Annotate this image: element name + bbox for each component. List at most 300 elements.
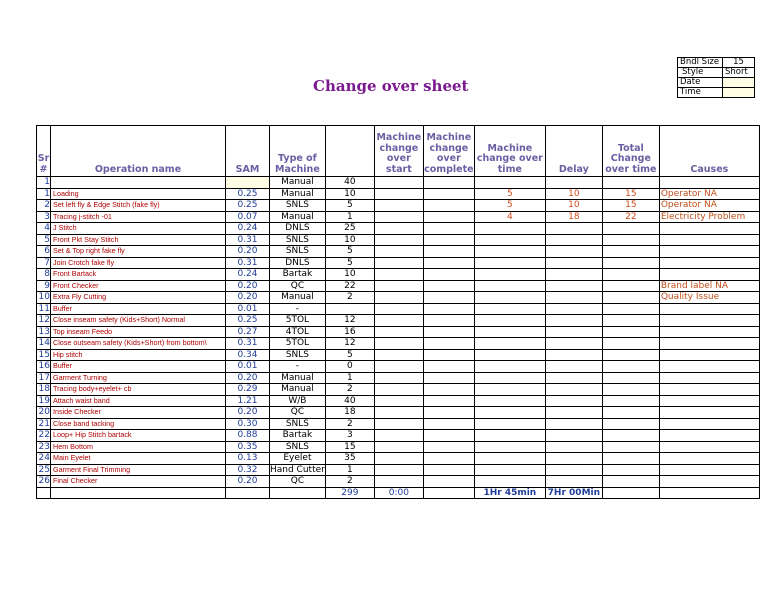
row-delay[interactable]: [545, 476, 602, 488]
row-complete[interactable]: [423, 384, 474, 396]
row-sam[interactable]: 0.25: [226, 200, 270, 212]
row-complete[interactable]: [423, 257, 474, 269]
row-delay[interactable]: [545, 464, 602, 476]
row-operation[interactable]: Main Eyelet: [51, 453, 226, 465]
row-time[interactable]: [474, 349, 545, 361]
row-time[interactable]: [474, 326, 545, 338]
row-sam[interactable]: 0.25: [226, 188, 270, 200]
row-start[interactable]: [374, 464, 423, 476]
row-start[interactable]: [374, 338, 423, 350]
row-operation[interactable]: Close outseam safety (Kids+Short) from bottom\: [51, 338, 226, 350]
row-total[interactable]: [602, 407, 659, 419]
row-cause[interactable]: [659, 453, 759, 465]
row-start[interactable]: [374, 441, 423, 453]
row-operation[interactable]: Close inseam safety (Kids+Short) Normal: [51, 315, 226, 327]
row-sr[interactable]: 5: [37, 234, 51, 246]
row-cause[interactable]: [659, 384, 759, 396]
row-operation[interactable]: Front Checker: [51, 280, 226, 292]
row-complete[interactable]: [423, 280, 474, 292]
row-start[interactable]: [374, 292, 423, 304]
row-count[interactable]: 15: [325, 441, 374, 453]
row-complete[interactable]: [423, 200, 474, 212]
row-sam[interactable]: 0.31: [226, 257, 270, 269]
row-complete[interactable]: [423, 234, 474, 246]
row-time[interactable]: [474, 223, 545, 235]
row-time[interactable]: 4: [474, 211, 545, 223]
row-complete[interactable]: [423, 464, 474, 476]
row-total[interactable]: [602, 303, 659, 315]
row-total[interactable]: [602, 384, 659, 396]
row-start[interactable]: [374, 257, 423, 269]
row-sam[interactable]: 0.20: [226, 407, 270, 419]
row-cause[interactable]: [659, 315, 759, 327]
row-delay[interactable]: 10: [545, 188, 602, 200]
row-count[interactable]: 35: [325, 453, 374, 465]
row-cause[interactable]: [659, 234, 759, 246]
row-delay[interactable]: [545, 384, 602, 396]
row-sr[interactable]: 17: [37, 372, 51, 384]
row-count[interactable]: 5: [325, 200, 374, 212]
row-sam[interactable]: 0.24: [226, 269, 270, 281]
row-count[interactable]: [325, 303, 374, 315]
row-time[interactable]: [474, 395, 545, 407]
row-count[interactable]: 2: [325, 292, 374, 304]
row-operation[interactable]: Final Checker: [51, 476, 226, 488]
row-start[interactable]: [374, 234, 423, 246]
row-count[interactable]: 22: [325, 280, 374, 292]
row-count[interactable]: 5: [325, 246, 374, 258]
row-cause[interactable]: [659, 246, 759, 258]
row-operation[interactable]: Front Bartack: [51, 269, 226, 281]
row-total[interactable]: [602, 257, 659, 269]
row-delay[interactable]: [545, 234, 602, 246]
row-delay[interactable]: 10: [545, 200, 602, 212]
row-count[interactable]: 2: [325, 418, 374, 430]
row-count[interactable]: 1: [325, 464, 374, 476]
row-sam[interactable]: 0.31: [226, 338, 270, 350]
row-operation[interactable]: Set & Top right fake fly: [51, 246, 226, 258]
row-operation[interactable]: Buffer: [51, 303, 226, 315]
row-cause[interactable]: [659, 407, 759, 419]
row-machine[interactable]: Manual: [270, 384, 326, 396]
row-start[interactable]: [374, 188, 423, 200]
row-time[interactable]: 5: [474, 188, 545, 200]
row-delay[interactable]: [545, 177, 602, 189]
row-start[interactable]: [374, 418, 423, 430]
row-machine[interactable]: SNLS: [270, 441, 326, 453]
row-delay[interactable]: [545, 257, 602, 269]
row-time[interactable]: [474, 338, 545, 350]
row-sr[interactable]: 23: [37, 441, 51, 453]
row-count[interactable]: 10: [325, 269, 374, 281]
row-sr[interactable]: 25: [37, 464, 51, 476]
row-time[interactable]: [474, 280, 545, 292]
row-total[interactable]: [602, 177, 659, 189]
row-total[interactable]: [602, 361, 659, 373]
row-cause[interactable]: Electricity Problem: [659, 211, 759, 223]
row-count[interactable]: 10: [325, 188, 374, 200]
row-start[interactable]: [374, 326, 423, 338]
row-sr[interactable]: 14: [37, 338, 51, 350]
row-sam[interactable]: 0.27: [226, 326, 270, 338]
row-machine[interactable]: Manual: [270, 177, 326, 189]
row-time[interactable]: [474, 292, 545, 304]
row-operation[interactable]: Buffer: [51, 361, 226, 373]
row-cause[interactable]: [659, 177, 759, 189]
row-machine[interactable]: SNLS: [270, 418, 326, 430]
row-cause[interactable]: [659, 372, 759, 384]
row-sam[interactable]: 0.31: [226, 234, 270, 246]
row-start[interactable]: [374, 223, 423, 235]
row-machine[interactable]: DNLS: [270, 223, 326, 235]
row-sam[interactable]: 0.07: [226, 211, 270, 223]
row-cause[interactable]: Quality Issue: [659, 292, 759, 304]
row-count[interactable]: 2: [325, 384, 374, 396]
row-sam[interactable]: 0.20: [226, 246, 270, 258]
row-cause[interactable]: [659, 349, 759, 361]
row-complete[interactable]: [423, 418, 474, 430]
row-total[interactable]: [602, 315, 659, 327]
row-count[interactable]: 40: [325, 177, 374, 189]
row-machine[interactable]: Bartak: [270, 269, 326, 281]
row-sr[interactable]: 21: [37, 418, 51, 430]
row-complete[interactable]: [423, 223, 474, 235]
row-sr[interactable]: 6: [37, 246, 51, 258]
row-machine[interactable]: SNLS: [270, 234, 326, 246]
row-operation[interactable]: Loop+ Hip Stitch bartack: [51, 430, 226, 442]
row-sam[interactable]: 0.20: [226, 372, 270, 384]
row-total[interactable]: [602, 269, 659, 281]
row-complete[interactable]: [423, 361, 474, 373]
row-start[interactable]: [374, 280, 423, 292]
row-delay[interactable]: [545, 315, 602, 327]
row-machine[interactable]: 4TOL: [270, 326, 326, 338]
row-delay[interactable]: 18: [545, 211, 602, 223]
row-sr[interactable]: 16: [37, 361, 51, 373]
row-total[interactable]: [602, 441, 659, 453]
row-count[interactable]: 1: [325, 211, 374, 223]
row-start[interactable]: [374, 407, 423, 419]
row-delay[interactable]: [545, 246, 602, 258]
row-machine[interactable]: QC: [270, 280, 326, 292]
row-machine[interactable]: SNLS: [270, 246, 326, 258]
info-value[interactable]: Short: [723, 68, 755, 78]
row-start[interactable]: [374, 349, 423, 361]
row-sam[interactable]: 0.20: [226, 292, 270, 304]
row-complete[interactable]: [423, 338, 474, 350]
row-cause[interactable]: [659, 464, 759, 476]
row-cause[interactable]: [659, 326, 759, 338]
row-machine[interactable]: Hand Cutter: [270, 464, 325, 475]
row-complete[interactable]: [423, 269, 474, 281]
row-sr[interactable]: 22: [37, 430, 51, 442]
row-complete[interactable]: [423, 303, 474, 315]
row-delay[interactable]: [545, 407, 602, 419]
row-cause[interactable]: [659, 476, 759, 488]
row-sam[interactable]: 0.32: [226, 464, 270, 476]
row-delay[interactable]: [545, 269, 602, 281]
row-sr[interactable]: 2: [37, 200, 51, 212]
row-delay[interactable]: [545, 349, 602, 361]
row-delay[interactable]: [545, 453, 602, 465]
row-machine[interactable]: SNLS: [270, 200, 326, 212]
row-delay[interactable]: [545, 223, 602, 235]
row-complete[interactable]: [423, 326, 474, 338]
row-time[interactable]: [474, 407, 545, 419]
row-total[interactable]: [602, 464, 659, 476]
row-machine[interactable]: 5TOL: [270, 338, 326, 350]
row-cause[interactable]: [659, 223, 759, 235]
row-complete[interactable]: [423, 395, 474, 407]
row-cause[interactable]: [659, 361, 759, 373]
row-total[interactable]: [602, 338, 659, 350]
row-start[interactable]: [374, 200, 423, 212]
row-count[interactable]: 18: [325, 407, 374, 419]
row-delay[interactable]: [545, 326, 602, 338]
row-operation[interactable]: Set left fly & Edge Stitch (fake fly): [51, 200, 226, 212]
row-complete[interactable]: [423, 188, 474, 200]
row-cause[interactable]: [659, 338, 759, 350]
row-machine[interactable]: Manual: [270, 292, 326, 304]
row-sr[interactable]: 26: [37, 476, 51, 488]
row-machine[interactable]: 5TOL: [270, 315, 326, 327]
row-complete[interactable]: [423, 177, 474, 189]
row-count[interactable]: 12: [325, 315, 374, 327]
row-operation[interactable]: Tracing body+eyelet+ cb: [51, 384, 226, 396]
row-time[interactable]: [474, 269, 545, 281]
row-total[interactable]: [602, 349, 659, 361]
row-operation[interactable]: Top inseam Feedo: [51, 326, 226, 338]
row-start[interactable]: [374, 211, 423, 223]
row-total[interactable]: [602, 395, 659, 407]
row-machine[interactable]: QC: [270, 407, 326, 419]
row-start[interactable]: [374, 372, 423, 384]
row-count[interactable]: 0: [325, 361, 374, 373]
row-complete[interactable]: [423, 372, 474, 384]
row-total[interactable]: 22: [602, 211, 659, 223]
row-time[interactable]: [474, 361, 545, 373]
row-sr[interactable]: 19: [37, 395, 51, 407]
row-sam[interactable]: 1.21: [226, 395, 270, 407]
row-total[interactable]: 15: [602, 188, 659, 200]
row-operation[interactable]: Tracing j-stitch -01: [51, 211, 226, 223]
row-count[interactable]: 5: [325, 349, 374, 361]
row-cause[interactable]: [659, 430, 759, 442]
row-sam[interactable]: 0.20: [226, 476, 270, 488]
row-start[interactable]: [374, 315, 423, 327]
row-total[interactable]: [602, 418, 659, 430]
row-machine[interactable]: Manual: [270, 372, 326, 384]
row-count[interactable]: 12: [325, 338, 374, 350]
row-cause[interactable]: Brand label NA: [659, 280, 759, 292]
row-complete[interactable]: [423, 441, 474, 453]
row-operation[interactable]: Hem Bottom: [51, 441, 226, 453]
row-cause[interactable]: [659, 269, 759, 281]
row-operation[interactable]: Join Crotch fake fly: [51, 257, 226, 269]
row-time[interactable]: [474, 418, 545, 430]
row-operation[interactable]: Front Pkt Stay Stitch: [51, 234, 226, 246]
row-total[interactable]: [602, 234, 659, 246]
row-operation[interactable]: Hip stitch: [51, 349, 226, 361]
row-complete[interactable]: [423, 430, 474, 442]
row-time[interactable]: [474, 177, 545, 189]
row-operation[interactable]: Attach waist band: [51, 395, 226, 407]
row-sr[interactable]: 9: [37, 280, 51, 292]
row-sr[interactable]: 20: [37, 407, 51, 419]
row-start[interactable]: [374, 361, 423, 373]
row-sam[interactable]: 0.34: [226, 349, 270, 361]
row-time[interactable]: [474, 372, 545, 384]
row-sam[interactable]: 0.30: [226, 418, 270, 430]
row-start[interactable]: [374, 395, 423, 407]
row-time[interactable]: [474, 246, 545, 258]
row-cause[interactable]: [659, 395, 759, 407]
row-sam[interactable]: 0.01: [226, 303, 270, 315]
row-count[interactable]: 3: [325, 430, 374, 442]
row-time[interactable]: [474, 234, 545, 246]
row-sam[interactable]: 0.24: [226, 223, 270, 235]
row-machine[interactable]: QC: [270, 476, 326, 488]
row-start[interactable]: [374, 246, 423, 258]
row-operation[interactable]: Close band tacking: [51, 418, 226, 430]
row-time[interactable]: [474, 257, 545, 269]
row-sam[interactable]: 0.35: [226, 441, 270, 453]
row-machine[interactable]: SNLS: [270, 349, 326, 361]
row-delay[interactable]: [545, 303, 602, 315]
row-sr[interactable]: 15: [37, 349, 51, 361]
row-operation[interactable]: Loading: [51, 188, 226, 200]
row-delay[interactable]: [545, 395, 602, 407]
row-complete[interactable]: [423, 407, 474, 419]
info-value[interactable]: [723, 88, 755, 98]
row-machine[interactable]: -: [270, 303, 326, 315]
row-start[interactable]: [374, 269, 423, 281]
row-complete[interactable]: [423, 476, 474, 488]
row-total[interactable]: [602, 430, 659, 442]
row-sam[interactable]: 0.29: [226, 384, 270, 396]
row-time[interactable]: 5: [474, 200, 545, 212]
row-delay[interactable]: [545, 280, 602, 292]
row-total[interactable]: [602, 246, 659, 258]
row-operation[interactable]: Garment Final Trimming: [51, 464, 226, 476]
row-count[interactable]: 10: [325, 234, 374, 246]
row-sam[interactable]: 0.01: [226, 361, 270, 373]
row-complete[interactable]: [423, 292, 474, 304]
row-time[interactable]: [474, 453, 545, 465]
row-time[interactable]: [474, 384, 545, 396]
row-cause[interactable]: Operator NA: [659, 200, 759, 212]
row-start[interactable]: [374, 303, 423, 315]
row-total[interactable]: [602, 372, 659, 384]
row-machine[interactable]: Eyelet: [270, 453, 326, 465]
row-complete[interactable]: [423, 453, 474, 465]
row-start[interactable]: [374, 476, 423, 488]
row-total[interactable]: [602, 292, 659, 304]
row-sr[interactable]: 13: [37, 326, 51, 338]
info-value[interactable]: 15: [723, 58, 755, 68]
row-cause[interactable]: [659, 303, 759, 315]
row-sr[interactable]: 18: [37, 384, 51, 396]
row-total[interactable]: 15: [602, 200, 659, 212]
row-complete[interactable]: [423, 315, 474, 327]
row-machine[interactable]: Manual: [270, 188, 326, 200]
row-sr[interactable]: 3: [37, 211, 51, 223]
row-machine[interactable]: -: [270, 361, 326, 373]
row-delay[interactable]: [545, 338, 602, 350]
row-complete[interactable]: [423, 246, 474, 258]
row-total[interactable]: [602, 223, 659, 235]
row-complete[interactable]: [423, 349, 474, 361]
row-operation[interactable]: [51, 177, 226, 189]
row-sam[interactable]: [226, 177, 270, 189]
row-sr[interactable]: 8: [37, 269, 51, 281]
row-sr[interactable]: 24: [37, 453, 51, 465]
row-complete[interactable]: [423, 211, 474, 223]
row-count[interactable]: 16: [325, 326, 374, 338]
row-sr[interactable]: 10: [37, 292, 51, 304]
row-machine[interactable]: DNLS: [270, 257, 326, 269]
row-operation[interactable]: J Stitch: [51, 223, 226, 235]
row-sr[interactable]: 1: [37, 188, 51, 200]
row-operation[interactable]: Extra Fly Cutting: [51, 292, 226, 304]
row-delay[interactable]: [545, 441, 602, 453]
row-start[interactable]: [374, 384, 423, 396]
row-delay[interactable]: [545, 430, 602, 442]
row-count[interactable]: 40: [325, 395, 374, 407]
row-count[interactable]: 5: [325, 257, 374, 269]
row-machine[interactable]: W/B: [270, 395, 326, 407]
row-cause[interactable]: [659, 441, 759, 453]
row-time[interactable]: [474, 315, 545, 327]
row-sr[interactable]: 12: [37, 315, 51, 327]
row-delay[interactable]: [545, 372, 602, 384]
row-total[interactable]: [602, 280, 659, 292]
info-value[interactable]: [723, 78, 755, 88]
row-start[interactable]: [374, 453, 423, 465]
row-sr[interactable]: 1: [37, 177, 51, 189]
row-sam[interactable]: 0.88: [226, 430, 270, 442]
row-sam[interactable]: 0.20: [226, 280, 270, 292]
row-machine[interactable]: Manual: [270, 211, 326, 223]
row-delay[interactable]: [545, 418, 602, 430]
row-count[interactable]: 25: [325, 223, 374, 235]
row-cause[interactable]: [659, 418, 759, 430]
row-time[interactable]: [474, 441, 545, 453]
row-cause[interactable]: Operator NA: [659, 188, 759, 200]
row-time[interactable]: [474, 476, 545, 488]
row-count[interactable]: 2: [325, 476, 374, 488]
row-time[interactable]: [474, 430, 545, 442]
row-total[interactable]: [602, 326, 659, 338]
row-delay[interactable]: [545, 292, 602, 304]
row-time[interactable]: [474, 464, 545, 476]
row-sr[interactable]: 7: [37, 257, 51, 269]
row-total[interactable]: [602, 476, 659, 488]
row-operation[interactable]: Inside Checker: [51, 407, 226, 419]
row-operation[interactable]: Garment Turning: [51, 372, 226, 384]
row-time[interactable]: [474, 303, 545, 315]
row-total[interactable]: [602, 453, 659, 465]
row-start[interactable]: [374, 430, 423, 442]
row-sr[interactable]: 11: [37, 303, 51, 315]
row-sam[interactable]: 0.25: [226, 315, 270, 327]
row-start[interactable]: [374, 177, 423, 189]
row-sam[interactable]: 0.13: [226, 453, 270, 465]
row-count[interactable]: 1: [325, 372, 374, 384]
row-sr[interactable]: 4: [37, 223, 51, 235]
row-delay[interactable]: [545, 361, 602, 373]
row-cause[interactable]: [659, 257, 759, 269]
